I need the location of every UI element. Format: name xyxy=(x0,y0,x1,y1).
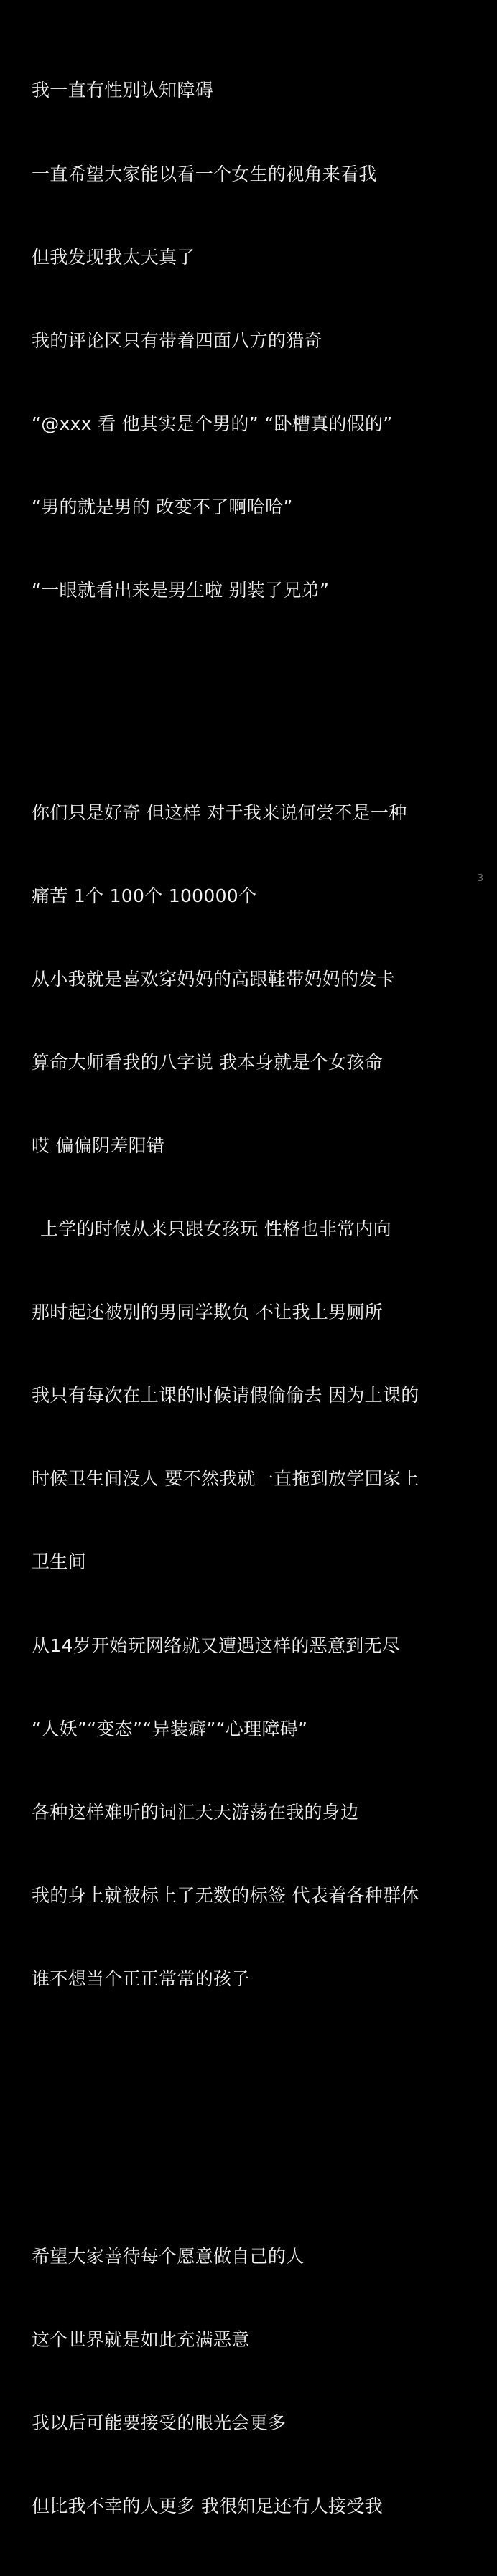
post-line: “人妖”“变态”“异装癖”“心理障碍” xyxy=(32,1718,308,1739)
post-line: 从小我就是喜欢穿妈妈的高跟鞋带妈妈的发卡 xyxy=(32,968,396,989)
post-line: 从14岁开始玩网络就又遭遇这样的恶意到无尽 xyxy=(32,1635,401,1656)
paragraph-gap xyxy=(32,688,484,716)
post-line: 上学的时候从来只跟女孩玩 性格也非常内向 xyxy=(40,1218,391,1240)
watermark: 3 xyxy=(477,873,484,884)
post-line: 我一直有性别认知障碍 xyxy=(32,80,214,101)
post-line: 但我发现我太天真了 xyxy=(32,246,195,268)
post-line: 希望大家善待每个愿意做自己的人 xyxy=(32,2245,305,2267)
post-line: 我的身上就被标上了无数的标签 代表着各种群体 xyxy=(32,1884,419,1906)
post-line: 谁不想当个正正常常的孩子 xyxy=(32,1968,250,1989)
post-text xyxy=(32,22,484,2576)
post-line: 我以后可能要接受的眼光会更多 xyxy=(32,2412,287,2433)
post-line: 算命大师看我的八字说 我本身就是个女孩命 xyxy=(32,1051,383,1073)
post-line: 但比我不幸的人更多 我很知足还有人接受我 xyxy=(32,2496,383,2517)
post-line: 各种这样难听的词汇天天游荡在我的身边 xyxy=(32,1801,359,1823)
post-line: 卫生间 xyxy=(32,1551,86,1573)
post-line: 你们只是好奇 但这样 对于我来说何尝不是一种 xyxy=(32,802,407,823)
post-line: “一眼就看出来是男生啦 别装了兄弟” xyxy=(32,579,330,601)
post-line: “@xxx 看 他其实是个男的” “卧槽真的假的” xyxy=(32,413,393,434)
post-line: 时候卫生间没人 要不然我就一直拖到放学回家上 xyxy=(32,1468,419,1490)
post-line: 痛苦 1个 100个 100000个 xyxy=(32,885,257,906)
post-line: 我只有每次在上课的时候请假偷偷去 因为上课的 xyxy=(32,1385,419,1406)
post-line: 哎 偏偏阴差阳错 xyxy=(32,1134,165,1156)
post-line: “男的就是男的 改变不了啊哈哈” xyxy=(32,496,293,517)
paragraph-gap xyxy=(32,2077,484,2160)
post-line: 这个世界就是如此充满恶意 xyxy=(32,2328,250,2350)
post-line: 那时起还被别的男同学欺负 不让我上男厕所 xyxy=(32,1302,383,1323)
post-line: 一直希望大家能以看一个女生的视角来看我 xyxy=(32,163,377,184)
post-line: 我的评论区只有带着四面八方的猎奇 xyxy=(32,329,322,351)
